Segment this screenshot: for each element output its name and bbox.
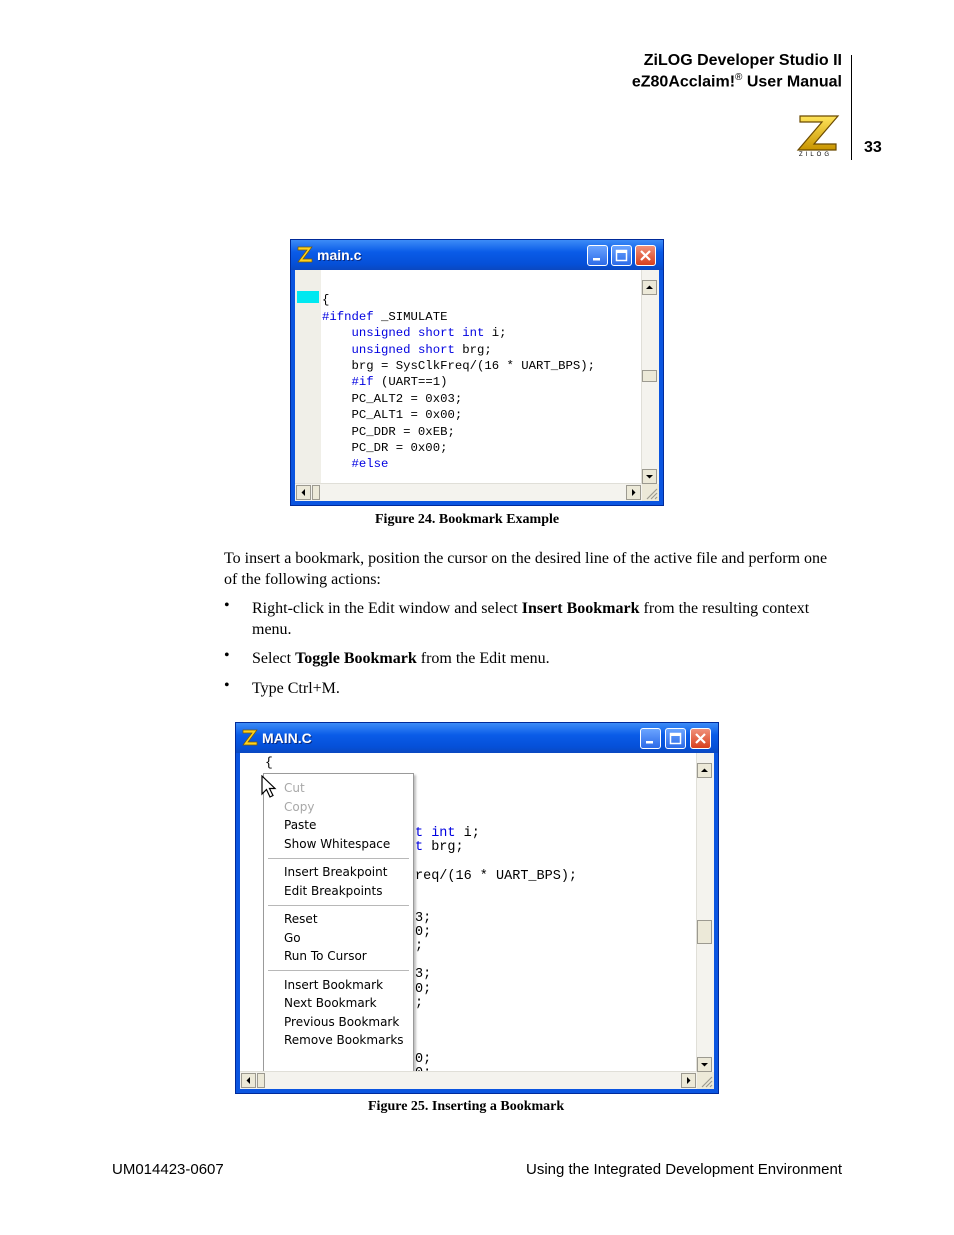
- maximize-button[interactable]: [611, 245, 632, 266]
- intro-paragraph: To insert a bookmark, position the cursor on the desired line of the active file and perform one of the following actions:: [224, 550, 828, 588]
- horizontal-scroll-thumb[interactable]: [257, 1073, 265, 1088]
- menu-separator: [268, 858, 409, 859]
- menu-item-go[interactable]: Go: [284, 931, 301, 945]
- figure24-editor[interactable]: [295, 270, 659, 501]
- menu-item-edit-breakpoints[interactable]: Edit Breakpoints: [284, 884, 383, 898]
- page-number: 33: [864, 139, 882, 156]
- figure25-window-title: MAIN.C: [262, 730, 312, 746]
- scroll-down-button[interactable]: [697, 1057, 712, 1072]
- code-line: req/(16 * UART_BPS);: [415, 868, 578, 884]
- figure24-window-title: main.c: [317, 247, 362, 263]
- figure25-caption: Figure 25. Inserting a Bookmark: [368, 1099, 565, 1114]
- code-line: #ifndef _SIMULATE: [322, 309, 448, 324]
- bullet-2-text-end: from the Edit menu.: [416, 650, 550, 667]
- registered-mark: ®: [735, 72, 743, 83]
- logo-text: ZILOG: [799, 152, 833, 158]
- code-line: {: [322, 293, 330, 308]
- zilog-logo: [796, 114, 842, 164]
- figure25-title-bar: [236, 723, 718, 753]
- figure24-title-bar: [291, 240, 663, 270]
- bullet-item-3: Type Ctrl+M.: [252, 680, 340, 697]
- bullet-2-text: Select: [252, 650, 296, 667]
- horizontal-scrollbar[interactable]: [240, 1071, 697, 1089]
- scroll-right-button[interactable]: [626, 485, 641, 500]
- context-menu: [263, 773, 414, 1073]
- code-line: PC_ALT2 = 0x03;: [322, 391, 463, 406]
- menu-item-paste[interactable]: Paste: [284, 818, 317, 832]
- menu-item-cut[interactable]: Cut: [284, 781, 305, 795]
- menu-item-copy[interactable]: Copy: [284, 800, 315, 814]
- code-line: ;: [415, 995, 424, 1011]
- code-line: PC_DR = 0x00;: [322, 441, 448, 456]
- bookmark-marker-icon: [297, 291, 319, 303]
- bullet-icon: •: [224, 677, 230, 694]
- scroll-right-button[interactable]: [681, 1073, 696, 1088]
- code-line: unsigned short brg;: [351, 342, 492, 357]
- menu-item-insert-bookmark[interactable]: Insert Bookmark: [284, 978, 384, 992]
- code-line: unsigned short int i;: [351, 326, 507, 341]
- zilog-app-icon: [242, 728, 258, 746]
- figure25-window: [235, 722, 719, 1094]
- bullet-1-text: Right-click in the Edit window and select: [252, 600, 522, 617]
- menu-item-previous-bookmark[interactable]: Previous Bookmark: [284, 1015, 400, 1029]
- code-line: ;: [415, 939, 424, 955]
- figure24-caption: Figure 24. Bookmark Example: [375, 512, 560, 527]
- menu-item-reset[interactable]: Reset: [284, 912, 318, 926]
- code-line: brg = SysClkFreq/(16 * UART_BPS);: [322, 359, 596, 374]
- bullet-item-2: [252, 648, 822, 669]
- horizontal-scrollbar[interactable]: [295, 483, 642, 501]
- vertical-scroll-thumb[interactable]: [642, 370, 657, 382]
- header-manual-suffix: User Manual: [742, 73, 842, 91]
- header-manual-title: [632, 72, 842, 91]
- figure24-window: [290, 239, 664, 506]
- menu-item-show-whitespace[interactable]: Show Whitespace: [284, 837, 391, 851]
- minimize-button[interactable]: [640, 728, 661, 749]
- code-line: PC_ALT1 = 0x00;: [322, 408, 463, 423]
- menu-item-insert-breakpoint[interactable]: Insert Breakpoint: [284, 865, 388, 879]
- close-button[interactable]: [690, 728, 711, 749]
- menu-separator: [268, 905, 409, 906]
- code-line: #if (UART==1): [351, 375, 448, 390]
- scroll-up-button[interactable]: [642, 280, 657, 295]
- scroll-up-button[interactable]: [697, 763, 712, 778]
- resize-grip-icon[interactable]: [697, 1072, 714, 1089]
- bullet-icon: •: [224, 647, 230, 664]
- header-product-name: eZ80Acclaim!: [631, 73, 736, 91]
- menu-separator: [268, 970, 409, 971]
- scroll-left-button[interactable]: [296, 485, 311, 500]
- code-line: 3;: [415, 967, 432, 983]
- horizontal-scroll-thumb[interactable]: [312, 485, 320, 500]
- close-button[interactable]: [635, 245, 656, 266]
- minimize-button[interactable]: [587, 245, 608, 266]
- figure25-editor[interactable]: [240, 753, 714, 1089]
- maximize-button[interactable]: [665, 728, 686, 749]
- figure25-code-fragments[interactable]: [415, 813, 577, 1081]
- code-line: 3;: [415, 910, 432, 926]
- header-divider: [851, 55, 852, 160]
- editor-gutter[interactable]: [295, 270, 321, 484]
- footer-section-title: Using the Integrated Development Environment: [525, 1161, 842, 1178]
- vertical-scrollbar[interactable]: [696, 753, 714, 1072]
- code-line: 0;: [415, 981, 432, 997]
- bullet-1-text-end: from the resulting context menu.: [252, 600, 810, 638]
- header-product-title: ZiLOG Developer Studio II: [643, 52, 842, 69]
- footer-doc-id: UM014423-0607: [112, 1161, 224, 1178]
- menu-item-remove-bookmarks[interactable]: Remove Bookmarks: [284, 1033, 404, 1047]
- figure24-code[interactable]: [322, 276, 639, 472]
- resize-grip-icon[interactable]: [642, 484, 659, 501]
- bullet-2-bold: Toggle Bookmark: [295, 650, 417, 667]
- code-line: #else: [322, 457, 389, 472]
- scroll-left-button[interactable]: [241, 1073, 256, 1088]
- bullet-icon: •: [224, 597, 230, 614]
- bullet-item-1: [252, 598, 822, 640]
- vertical-scrollbar[interactable]: [641, 270, 659, 484]
- code-line: 0;: [415, 1052, 432, 1068]
- code-line: PC_DDR = 0xEB;: [322, 424, 455, 439]
- code-line: t brg;: [415, 840, 464, 856]
- menu-item-next-bookmark[interactable]: Next Bookmark: [284, 996, 377, 1010]
- mouse-cursor-icon: [261, 775, 277, 799]
- bullet-1-bold: Insert Bookmark: [521, 600, 640, 617]
- scroll-down-button[interactable]: [642, 469, 657, 484]
- menu-item-run-to-cursor[interactable]: Run To Cursor: [284, 949, 367, 963]
- figure25-code-brace: {: [265, 755, 273, 770]
- code-line: t int i;: [415, 826, 480, 842]
- code-line: 0;: [415, 925, 432, 941]
- vertical-scroll-thumb[interactable]: [697, 920, 712, 944]
- zilog-app-icon: [297, 245, 313, 263]
